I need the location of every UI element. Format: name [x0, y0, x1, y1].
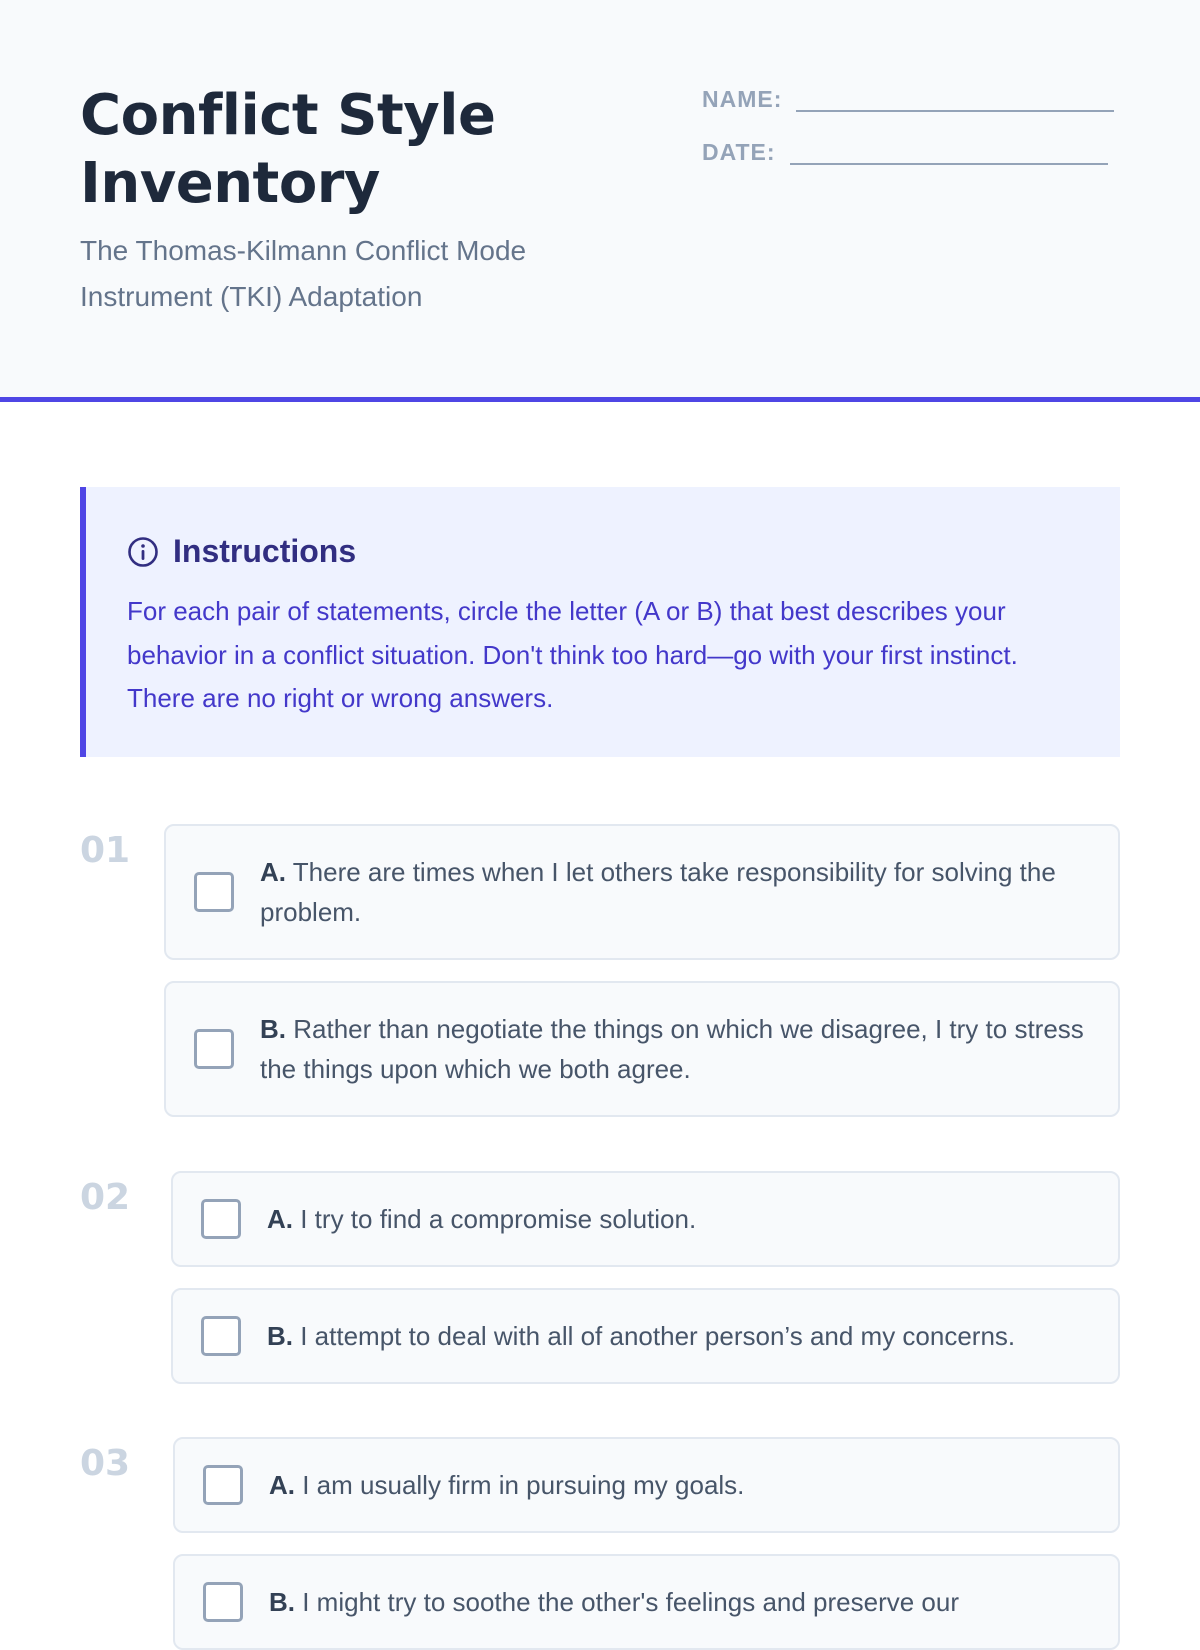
- instructions-header: [127, 533, 1080, 570]
- option-text: [267, 1199, 726, 1239]
- instructions-title: Instructions: [173, 533, 357, 569]
- date-label: DATE:: [702, 139, 776, 165]
- option-statement: Rather than negotiate the things on which we disagree, I try to stress the things upon which we both agree.: [260, 1014, 1084, 1084]
- option-text: [260, 852, 1118, 932]
- option-checkbox[interactable]: [201, 1316, 241, 1356]
- option-letter: A.: [269, 1470, 295, 1500]
- option-checkbox[interactable]: [201, 1199, 241, 1239]
- option-letter: B.: [269, 1587, 295, 1617]
- option-statement: I try to find a compromise solution.: [300, 1204, 697, 1234]
- info-icon: [127, 536, 159, 568]
- name-field[interactable]: [702, 84, 1114, 114]
- option-statement: I am usually firm in pursuing my goals.: [302, 1470, 745, 1500]
- option-text: [269, 1582, 989, 1622]
- option-text: [269, 1465, 774, 1505]
- question-option[interactable]: [173, 1554, 1120, 1650]
- date-input-line[interactable]: [790, 163, 1108, 165]
- option-checkbox[interactable]: [203, 1582, 243, 1622]
- option-letter: B.: [267, 1321, 293, 1351]
- option-text: [267, 1316, 1045, 1356]
- option-statement: I might try to soothe the other's feelings and preserve our: [302, 1587, 960, 1617]
- name-input-line[interactable]: [796, 110, 1114, 112]
- question-item: [80, 1171, 1120, 1384]
- option-checkbox[interactable]: [194, 1029, 234, 1069]
- page-header: [0, 0, 1200, 402]
- question-number: 02: [80, 1177, 131, 1218]
- instructions-box: [80, 487, 1120, 757]
- question-option[interactable]: [164, 981, 1120, 1117]
- option-letter: A.: [267, 1204, 293, 1234]
- option-statement: There are times when I let others take responsibility for solving the problem.: [260, 857, 1056, 927]
- page-subtitle: The Thomas-Kilmann Conflict Mode Instrument (TKI) Adaptation: [80, 235, 527, 312]
- question-number: 03: [80, 1443, 131, 1484]
- option-checkbox[interactable]: [194, 872, 234, 912]
- option-letter: B.: [260, 1014, 286, 1044]
- date-field[interactable]: [702, 137, 1108, 167]
- page-title: Conflict Style Inventory: [80, 83, 496, 216]
- option-checkbox[interactable]: [203, 1465, 243, 1505]
- question-item: [80, 824, 1120, 1118]
- question-option[interactable]: [173, 1437, 1120, 1533]
- question-number: 01: [80, 830, 131, 871]
- name-label: NAME:: [702, 86, 783, 112]
- question-item: [80, 1437, 1120, 1637]
- question-option[interactable]: [171, 1171, 1120, 1267]
- option-letter: A.: [260, 857, 286, 887]
- option-statement: I attempt to deal with all of another person’s and my concerns.: [300, 1321, 1016, 1351]
- question-option[interactable]: [164, 824, 1120, 960]
- instructions-text: For each pair of statements, circle the letter (A or B) that best describes your behavior in a conflict situation. Don't think too hard—go with your first instinct. There are no right or wrong answers.: [127, 596, 1018, 713]
- question-option[interactable]: [171, 1288, 1120, 1384]
- option-text: [260, 1009, 1118, 1089]
